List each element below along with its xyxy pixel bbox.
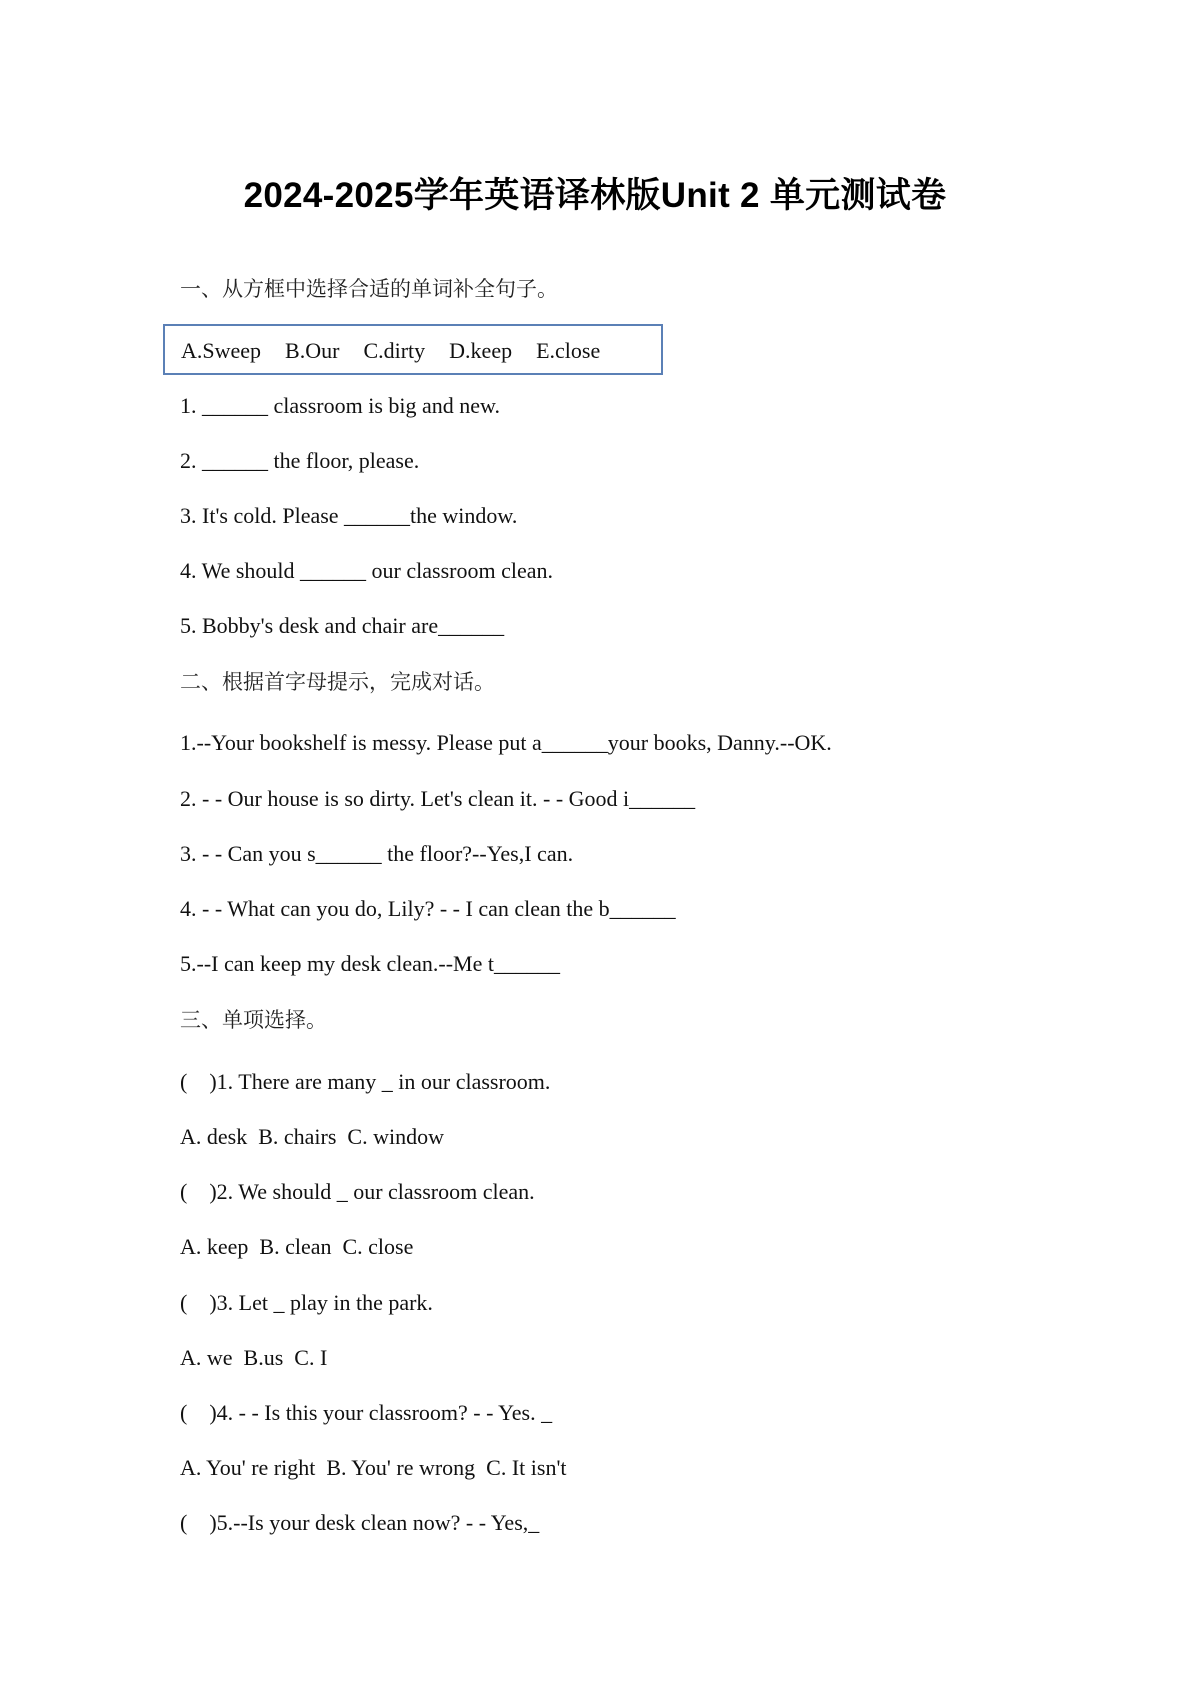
question-line: 5.--I can keep my desk clean.--Me t______ bbox=[180, 951, 560, 976]
answer-options-line: A. desk B. chairs C. window bbox=[180, 1124, 444, 1149]
question-line: 1. ______ classroom is big and new. bbox=[180, 393, 500, 418]
word-bank-box bbox=[163, 324, 663, 375]
question-line: ( )5.--Is your desk clean now? - - Yes,_ bbox=[180, 1510, 540, 1535]
question-line: 2. ______ the floor, please. bbox=[180, 448, 420, 473]
answer-options-line: A. we B.us C. I bbox=[180, 1345, 328, 1370]
question-line: ( )3. Let _ play in the park. bbox=[180, 1290, 433, 1315]
section-3-heading: 三、单项选择。 bbox=[180, 1008, 327, 1032]
question-line: 5. Bobby's desk and chair are______ bbox=[180, 613, 505, 638]
question-line: ( )2. We should _ our classroom clean. bbox=[180, 1179, 535, 1204]
section-1-heading: 一、从方框中选择合适的单词补全句子。 bbox=[180, 277, 558, 301]
question-line: 3. It's cold. Please ______the window. bbox=[180, 503, 518, 528]
section-2-heading: 二、根据首字母提示，完成对话。 bbox=[180, 670, 495, 694]
question-line: ( )4. - - Is this your classroom? - - Yes. _ bbox=[180, 1400, 553, 1425]
page-title: 2024-2025学年英语译林版Unit 2 单元测试卷 bbox=[243, 176, 947, 215]
word-option: B.Our bbox=[285, 338, 340, 363]
question-line: ( )1. There are many _ in our classroom. bbox=[180, 1069, 551, 1094]
word-option: E.close bbox=[536, 338, 601, 363]
word-option: D.keep bbox=[449, 338, 513, 363]
question-line: 2. - - Our house is so dirty. Let's clean it. - - Good i______ bbox=[180, 786, 696, 811]
question-line: 1.--Your bookshelf is messy. Please put a______your books, Danny.--OK. bbox=[180, 730, 832, 755]
question-line: 4. - - What can you do, Lily? - - I can clean the b______ bbox=[180, 896, 676, 921]
question-line: 3. - - Can you s______ the floor?--Yes,I can. bbox=[180, 841, 574, 866]
word-option: A.Sweep bbox=[181, 338, 262, 363]
answer-options-line: A. keep B. clean C. close bbox=[180, 1234, 414, 1259]
answer-options-line: A. You' re right B. You' re wrong C. It isn't bbox=[180, 1455, 567, 1480]
word-option: C.dirty bbox=[363, 338, 426, 363]
question-line: 4. We should ______ our classroom clean. bbox=[180, 558, 553, 583]
